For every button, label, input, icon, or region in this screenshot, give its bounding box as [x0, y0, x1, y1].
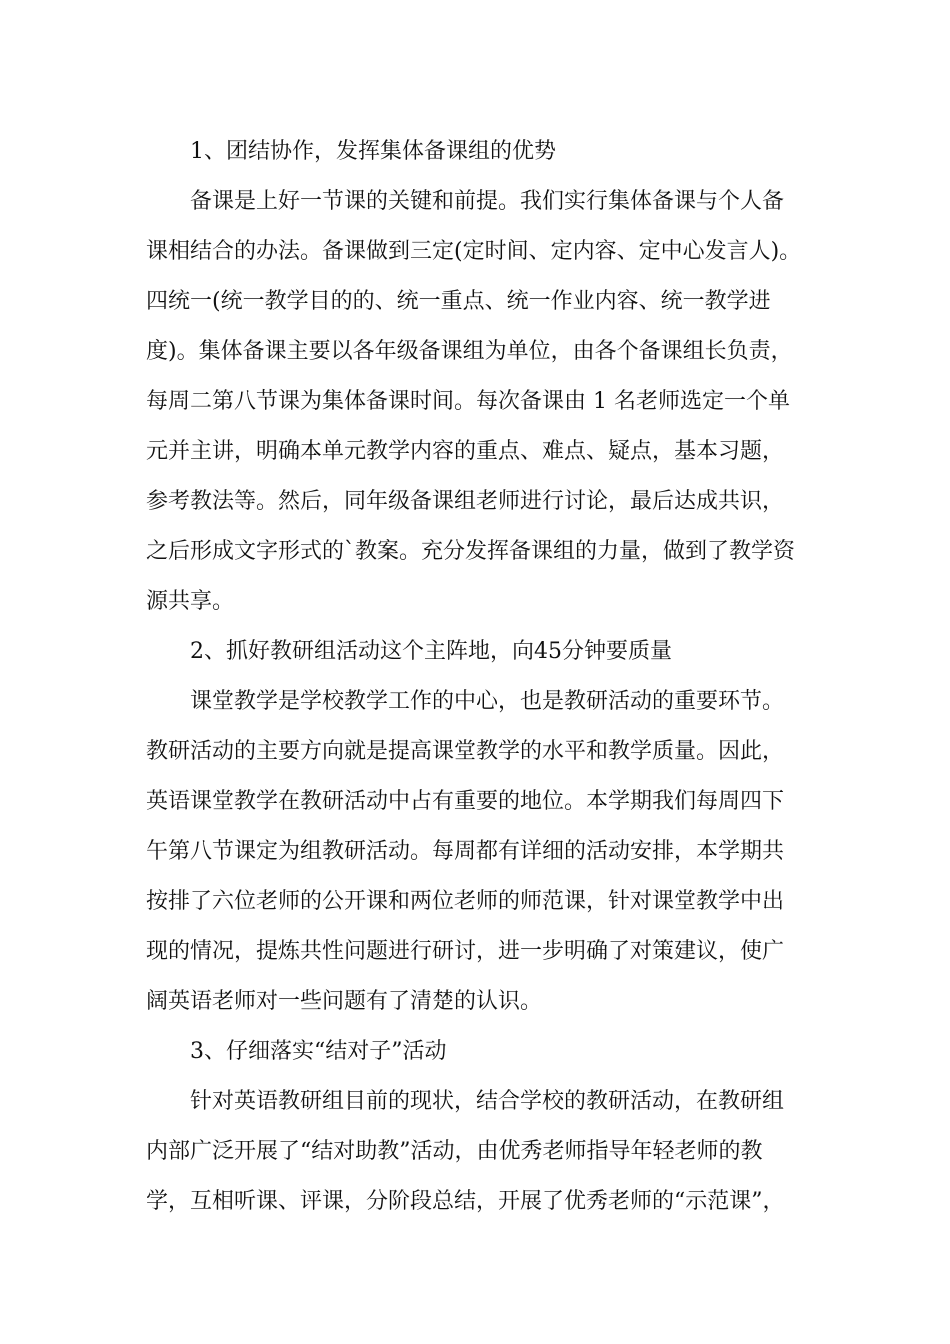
- paragraph-line: 现的情况，提炼共性问题进行研讨，进一步明确了对策建议，使广: [146, 939, 785, 964]
- paragraph-line: 参考教法等。然后，同年级备课组老师进行讨论，最后达成共识，: [146, 489, 785, 514]
- heading-1: 1、团结协作，发挥集体备课组的优势: [190, 139, 556, 164]
- paragraph-line: 四统一(统一教学目的的、统一重点、统一作业内容、统一教学进: [146, 289, 771, 314]
- paragraph-line: 内部广泛开展了“结对助教”活动，由优秀老师指导年轻老师的教: [146, 1139, 763, 1164]
- paragraph-line: 阔英语老师对一些问题有了清楚的认识。: [146, 989, 543, 1014]
- paragraph-line: 教研活动的主要方向就是提高课堂教学的水平和教学质量。因此，: [146, 739, 785, 764]
- paragraph-line: 度)。集体备课主要以各年级备课组为单位，由各个备课组长负责，: [146, 339, 793, 364]
- paragraph-line: 备课是上好一节课的关键和前提。我们实行集体备课与个人备: [190, 189, 785, 214]
- paragraph-line: 之后形成文字形式的`教案。充分发挥备课组的力量，做到了教学资: [146, 539, 796, 564]
- paragraph-line: 英语课堂教学在教研活动中占有重要的地位。本学期我们每周四下: [146, 789, 785, 814]
- paragraph-line: 课相结合的办法。备课做到三定(定时间、定内容、定中心发言人)。: [146, 239, 802, 264]
- paragraph-line: 元并主讲，明确本单元教学内容的重点、难点、疑点，基本习题，: [146, 439, 785, 464]
- paragraph-line: 源共享。: [146, 589, 235, 614]
- paragraph-line: 每周二第八节课为集体备课时间。每次备课由 1 名老师选定一个单: [146, 389, 790, 414]
- paragraph-line: 按排了六位老师的公开课和两位老师的师范课，针对课堂教学中出: [146, 889, 785, 914]
- heading-3: 3、仔细落实“结对子”活动: [190, 1039, 447, 1064]
- heading-2: 2、抓好教研组活动这个主阵地，向45分钟要质量: [190, 639, 672, 664]
- paragraph-line: 课堂教学是学校教学工作的中心，也是教研活动的重要环节。: [190, 689, 785, 714]
- paragraph-line: 午第八节课定为组教研活动。每周都有详细的活动安排，本学期共: [146, 839, 785, 864]
- paragraph-line: 学，互相听课、评课，分阶段总结，开展了优秀老师的“示范课”，: [146, 1189, 785, 1214]
- paragraph-line: 针对英语教研组目前的现状，结合学校的教研活动，在教研组: [190, 1089, 785, 1114]
